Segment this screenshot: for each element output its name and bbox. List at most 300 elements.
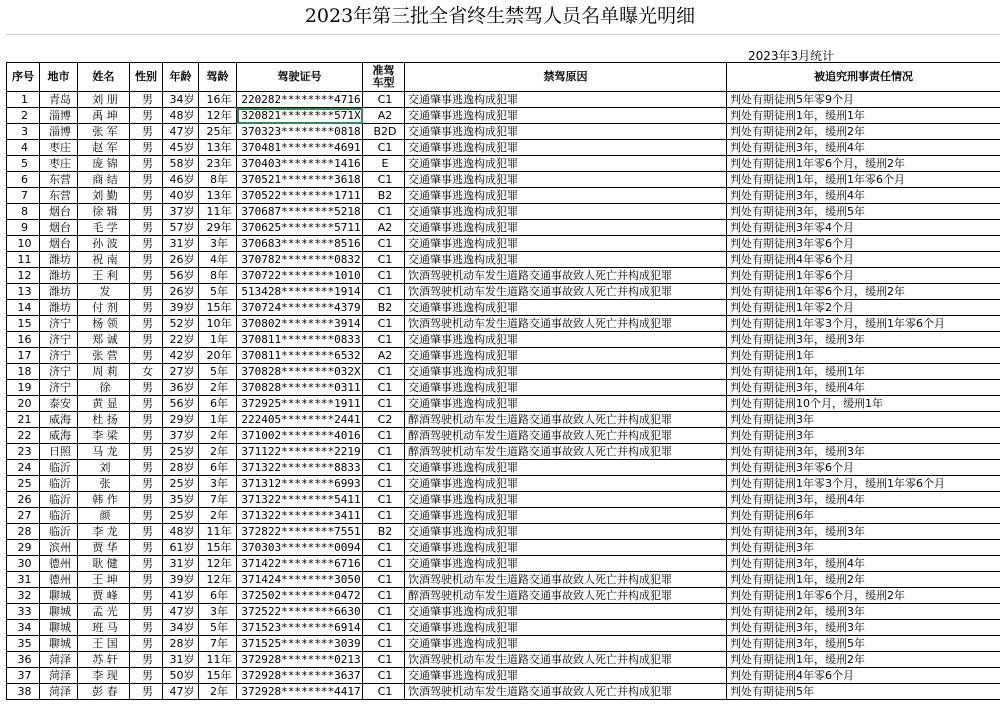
cell-ban-reason[interactable]: 交通肇事逃逸构成犯罪 (405, 524, 727, 540)
cell-ban-reason[interactable]: 交通肇事逃逸构成犯罪 (405, 156, 727, 172)
cell-ban-reason[interactable]: 交通肇事逃逸构成犯罪 (405, 508, 727, 524)
cell-index[interactable]: 16 (7, 332, 40, 348)
cell-criminal-liability[interactable]: 判处有期徒刑3年，缓刑4年 (727, 140, 1000, 156)
cell-ban-reason[interactable]: 饮酒驾驶机动车发生道路交通事故致人死亡并构成犯罪 (405, 684, 727, 700)
cell-license-number[interactable]: 372522********6630 (237, 604, 363, 620)
cell-license-number[interactable]: 370323********0818 (237, 124, 363, 140)
cell-driving-years[interactable]: 3年 (199, 476, 237, 492)
cell-gender[interactable]: 男 (130, 620, 163, 636)
cell-driving-years[interactable]: 5年 (199, 620, 237, 636)
cell-city[interactable]: 临沂 (40, 460, 78, 476)
cell-index[interactable]: 18 (7, 364, 40, 380)
cell-driving-years[interactable]: 7年 (199, 492, 237, 508)
cell-vehicle-class[interactable]: B2D (363, 124, 405, 140)
cell-criminal-liability[interactable]: 判处有期徒刑3年 (727, 412, 1000, 428)
cell-city[interactable]: 烟台 (40, 236, 78, 252)
cell-criminal-liability[interactable]: 判处有期徒刑3年零6个月 (727, 460, 1000, 476)
cell-city[interactable]: 潍坊 (40, 284, 78, 300)
col-header-ban-reason[interactable]: 禁驾原因 (405, 63, 727, 92)
cell-name[interactable]: 李 现 (78, 668, 130, 684)
cell-vehicle-class[interactable]: C1 (363, 652, 405, 668)
cell-ban-reason[interactable]: 醉酒驾驶机动车发生道路交通事故致人死亡并构成犯罪 (405, 428, 727, 444)
cell-ban-reason[interactable]: 交通肇事逃逸构成犯罪 (405, 220, 727, 236)
cell-vehicle-class[interactable]: C1 (363, 476, 405, 492)
cell-city[interactable]: 菏泽 (40, 684, 78, 700)
cell-index[interactable]: 28 (7, 524, 40, 540)
cell-gender[interactable]: 男 (130, 428, 163, 444)
cell-license-number[interactable]: 370683********8516 (237, 236, 363, 252)
cell-ban-reason[interactable]: 交通肇事逃逸构成犯罪 (405, 236, 727, 252)
cell-gender[interactable]: 男 (130, 92, 163, 108)
cell-license-number[interactable]: 372928********0213 (237, 652, 363, 668)
cell-name[interactable]: 郑 诚 (78, 332, 130, 348)
cell-vehicle-class[interactable]: C1 (363, 684, 405, 700)
cell-driving-years[interactable]: 15年 (199, 540, 237, 556)
cell-license-number[interactable]: 370802********3914 (237, 316, 363, 332)
cell-age[interactable]: 22岁 (163, 332, 199, 348)
cell-name[interactable]: 马 龙 (78, 444, 130, 460)
cell-vehicle-class[interactable]: C1 (363, 204, 405, 220)
cell-name[interactable]: 彭 春 (78, 684, 130, 700)
cell-license-number[interactable]: 370522********1711 (237, 188, 363, 204)
cell-city[interactable]: 枣庄 (40, 140, 78, 156)
cell-age[interactable]: 57岁 (163, 220, 199, 236)
cell-index[interactable]: 38 (7, 684, 40, 700)
cell-gender[interactable]: 男 (130, 604, 163, 620)
cell-gender[interactable]: 男 (130, 444, 163, 460)
cell-index[interactable]: 19 (7, 380, 40, 396)
cell-city[interactable]: 东营 (40, 172, 78, 188)
cell-criminal-liability[interactable]: 判处有期徒刑1年，缓刑1年 (727, 108, 1000, 124)
cell-index[interactable]: 23 (7, 444, 40, 460)
cell-criminal-liability[interactable]: 判处有期徒刑6年 (727, 508, 1000, 524)
cell-ban-reason[interactable]: 饮酒驾驶机动车发生道路交通事故致人死亡并构成犯罪 (405, 652, 727, 668)
cell-driving-years[interactable]: 2年 (199, 444, 237, 460)
cell-driving-years[interactable]: 8年 (199, 172, 237, 188)
cell-license-number[interactable]: 371322********5411 (237, 492, 363, 508)
cell-driving-years[interactable]: 12年 (199, 572, 237, 588)
cell-gender[interactable]: 男 (130, 380, 163, 396)
cell-criminal-liability[interactable]: 判处有期徒刑1年零6个月，缓刑2年 (727, 156, 1000, 172)
cell-city[interactable]: 烟台 (40, 220, 78, 236)
cell-license-number[interactable]: 371312********6993 (237, 476, 363, 492)
cell-name[interactable]: 李 龙 (78, 524, 130, 540)
cell-city[interactable]: 济宁 (40, 316, 78, 332)
cell-vehicle-class[interactable]: A2 (363, 220, 405, 236)
cell-criminal-liability[interactable]: 判处有期徒刑5年 (727, 684, 1000, 700)
cell-criminal-liability[interactable]: 判处有期徒刑3年，缓刑3年 (727, 524, 1000, 540)
cell-ban-reason[interactable]: 交通肇事逃逸构成犯罪 (405, 668, 727, 684)
cell-name[interactable]: 付 剂 (78, 300, 130, 316)
col-header-age[interactable]: 年龄 (163, 63, 199, 92)
cell-license-number[interactable]: 370724********4379 (237, 300, 363, 316)
cell-driving-years[interactable]: 20年 (199, 348, 237, 364)
cell-age[interactable]: 61岁 (163, 540, 199, 556)
cell-vehicle-class[interactable]: C2 (363, 412, 405, 428)
cell-city[interactable]: 泰安 (40, 396, 78, 412)
cell-city[interactable]: 威海 (40, 412, 78, 428)
cell-license-number[interactable]: 513428********1914 (237, 284, 363, 300)
cell-license-number[interactable]: 371322********3411 (237, 508, 363, 524)
cell-ban-reason[interactable]: 饮酒驾驶机动车发生道路交通事故致人死亡并构成犯罪 (405, 572, 727, 588)
cell-criminal-liability[interactable]: 判处有期徒刑3年，缓刑4年 (727, 380, 1000, 396)
cell-index[interactable]: 25 (7, 476, 40, 492)
cell-license-number[interactable]: 371122********2219 (237, 444, 363, 460)
cell-name[interactable]: 赵 军 (78, 140, 130, 156)
cell-index[interactable]: 3 (7, 124, 40, 140)
cell-ban-reason[interactable]: 交通肇事逃逸构成犯罪 (405, 108, 727, 124)
cell-criminal-liability[interactable]: 判处有期徒刑3年 (727, 428, 1000, 444)
cell-city[interactable]: 东营 (40, 188, 78, 204)
cell-driving-years[interactable]: 6年 (199, 460, 237, 476)
cell-license-number[interactable]: 371424********3050 (237, 572, 363, 588)
cell-index[interactable]: 21 (7, 412, 40, 428)
cell-age[interactable]: 25岁 (163, 508, 199, 524)
cell-driving-years[interactable]: 12年 (199, 108, 237, 124)
cell-age[interactable]: 47岁 (163, 604, 199, 620)
cell-vehicle-class[interactable]: C1 (363, 460, 405, 476)
cell-index[interactable]: 27 (7, 508, 40, 524)
cell-name[interactable]: 发 (78, 284, 130, 300)
cell-driving-years[interactable]: 3年 (199, 236, 237, 252)
col-header-gender[interactable]: 性别 (130, 63, 163, 92)
cell-city[interactable]: 潍坊 (40, 300, 78, 316)
cell-vehicle-class[interactable]: C1 (363, 492, 405, 508)
cell-age[interactable]: 34岁 (163, 620, 199, 636)
cell-vehicle-class[interactable]: C1 (363, 540, 405, 556)
cell-gender[interactable]: 男 (130, 140, 163, 156)
cell-index[interactable]: 6 (7, 172, 40, 188)
cell-name[interactable]: 颜 (78, 508, 130, 524)
cell-license-number[interactable]: 372928********4417 (237, 684, 363, 700)
cell-age[interactable]: 29岁 (163, 412, 199, 428)
cell-name[interactable]: 张 营 (78, 348, 130, 364)
cell-name[interactable]: 杨 领 (78, 316, 130, 332)
cell-vehicle-class[interactable]: C1 (363, 636, 405, 652)
cell-name[interactable]: 刘 朋 (78, 92, 130, 108)
cell-vehicle-class[interactable]: C1 (363, 284, 405, 300)
cell-gender[interactable]: 男 (130, 540, 163, 556)
cell-gender[interactable]: 男 (130, 396, 163, 412)
cell-city[interactable]: 临沂 (40, 508, 78, 524)
cell-ban-reason[interactable]: 交通肇事逃逸构成犯罪 (405, 476, 727, 492)
cell-city[interactable]: 潍坊 (40, 268, 78, 284)
cell-vehicle-class[interactable]: C1 (363, 92, 405, 108)
cell-gender[interactable]: 男 (130, 652, 163, 668)
cell-ban-reason[interactable]: 交通肇事逃逸构成犯罪 (405, 364, 727, 380)
cell-gender[interactable]: 男 (130, 636, 163, 652)
cell-name[interactable]: 庞 锦 (78, 156, 130, 172)
cell-name[interactable]: 张 军 (78, 124, 130, 140)
cell-city[interactable]: 德州 (40, 556, 78, 572)
cell-name[interactable]: 贾 峰 (78, 588, 130, 604)
cell-gender[interactable]: 男 (130, 684, 163, 700)
cell-age[interactable]: 28岁 (163, 636, 199, 652)
cell-ban-reason[interactable]: 交通肇事逃逸构成犯罪 (405, 140, 727, 156)
cell-city[interactable]: 淄博 (40, 108, 78, 124)
cell-vehicle-class[interactable]: C1 (363, 316, 405, 332)
cell-vehicle-class[interactable]: C1 (363, 268, 405, 284)
cell-license-number[interactable]: 370722********1010 (237, 268, 363, 284)
cell-driving-years[interactable]: 12年 (199, 556, 237, 572)
cell-age[interactable]: 25岁 (163, 476, 199, 492)
cell-vehicle-class[interactable]: C1 (363, 444, 405, 460)
cell-criminal-liability[interactable]: 判处有期徒刑1年，缓刑1年零6个月 (727, 172, 1000, 188)
cell-index[interactable]: 1 (7, 92, 40, 108)
cell-license-number[interactable]: 370828********0311 (237, 380, 363, 396)
cell-age[interactable]: 37岁 (163, 428, 199, 444)
cell-gender[interactable]: 男 (130, 492, 163, 508)
cell-index[interactable]: 12 (7, 268, 40, 284)
cell-name[interactable]: 苏 轩 (78, 652, 130, 668)
cell-index[interactable]: 31 (7, 572, 40, 588)
cell-age[interactable]: 26岁 (163, 284, 199, 300)
cell-ban-reason[interactable]: 交通肇事逃逸构成犯罪 (405, 204, 727, 220)
cell-driving-years[interactable]: 13年 (199, 188, 237, 204)
cell-ban-reason[interactable]: 交通肇事逃逸构成犯罪 (405, 92, 727, 108)
cell-license-number[interactable]: 371422********6716 (237, 556, 363, 572)
cell-vehicle-class[interactable]: C1 (363, 140, 405, 156)
cell-ban-reason[interactable]: 交通肇事逃逸构成犯罪 (405, 348, 727, 364)
cell-gender[interactable]: 男 (130, 668, 163, 684)
cell-driving-years[interactable]: 5年 (199, 364, 237, 380)
cell-criminal-liability[interactable]: 判处有期徒刑1年零6个月，缓刑2年 (727, 588, 1000, 604)
cell-age[interactable]: 48岁 (163, 108, 199, 124)
cell-criminal-liability[interactable]: 判处有期徒刑4年零6个月 (727, 252, 1000, 268)
cell-city[interactable]: 德州 (40, 572, 78, 588)
cell-driving-years[interactable]: 4年 (199, 252, 237, 268)
cell-age[interactable]: 39岁 (163, 300, 199, 316)
cell-age[interactable]: 36岁 (163, 380, 199, 396)
cell-vehicle-class[interactable]: C1 (363, 252, 405, 268)
col-header-city[interactable]: 地市 (40, 63, 78, 92)
cell-name[interactable]: 李 梁 (78, 428, 130, 444)
cell-license-number[interactable]: 371002********4016 (237, 428, 363, 444)
cell-gender[interactable]: 男 (130, 572, 163, 588)
cell-age[interactable]: 25岁 (163, 444, 199, 460)
cell-ban-reason[interactable]: 交通肇事逃逸构成犯罪 (405, 620, 727, 636)
cell-city[interactable]: 菏泽 (40, 652, 78, 668)
cell-vehicle-class[interactable]: E (363, 156, 405, 172)
cell-criminal-liability[interactable]: 判处有期徒刑3年，缓刑4年 (727, 556, 1000, 572)
cell-name[interactable]: 刘 勤 (78, 188, 130, 204)
cell-license-number[interactable]: 372502********0472 (237, 588, 363, 604)
cell-age[interactable]: 34岁 (163, 92, 199, 108)
cell-city[interactable]: 济宁 (40, 332, 78, 348)
cell-ban-reason[interactable]: 醉酒驾驶机动车发生道路交通事故致人死亡并构成犯罪 (405, 444, 727, 460)
cell-license-number[interactable]: 370521********3618 (237, 172, 363, 188)
cell-name[interactable]: 杜 扬 (78, 412, 130, 428)
cell-driving-years[interactable]: 15年 (199, 300, 237, 316)
cell-ban-reason[interactable]: 交通肇事逃逸构成犯罪 (405, 172, 727, 188)
cell-criminal-liability[interactable]: 判处有期徒刑4年零6个月 (727, 668, 1000, 684)
cell-age[interactable]: 47岁 (163, 124, 199, 140)
cell-gender[interactable]: 男 (130, 236, 163, 252)
cell-license-number[interactable]: 371322********8833 (237, 460, 363, 476)
cell-criminal-liability[interactable]: 判处有期徒刑3年，缓刑5年 (727, 204, 1000, 220)
cell-age[interactable]: 46岁 (163, 172, 199, 188)
cell-city[interactable]: 枣庄 (40, 156, 78, 172)
cell-age[interactable]: 50岁 (163, 668, 199, 684)
cell-driving-years[interactable]: 2年 (199, 380, 237, 396)
cell-criminal-liability[interactable]: 判处有期徒刑2年，缓刑2年 (727, 124, 1000, 140)
col-header-license-number[interactable]: 驾驶证号 (237, 63, 363, 92)
cell-index[interactable]: 22 (7, 428, 40, 444)
cell-criminal-liability[interactable]: 判处有期徒刑10个月，缓刑1年 (727, 396, 1000, 412)
cell-criminal-liability[interactable]: 判处有期徒刑3年，缓刑4年 (727, 492, 1000, 508)
cell-vehicle-class[interactable]: C1 (363, 380, 405, 396)
cell-index[interactable]: 8 (7, 204, 40, 220)
cell-criminal-liability[interactable]: 判处有期徒刑1年，缓刑2年 (727, 572, 1000, 588)
cell-gender[interactable]: 男 (130, 252, 163, 268)
cell-index[interactable]: 15 (7, 316, 40, 332)
cell-index[interactable]: 9 (7, 220, 40, 236)
cell-index[interactable]: 36 (7, 652, 40, 668)
cell-license-number[interactable]: 370303********0094 (237, 540, 363, 556)
cell-driving-years[interactable]: 1年 (199, 332, 237, 348)
cell-age[interactable]: 28岁 (163, 460, 199, 476)
cell-age[interactable]: 35岁 (163, 492, 199, 508)
cell-index[interactable]: 2 (7, 108, 40, 124)
cell-criminal-liability[interactable]: 判处有期徒刑1年零6个月 (727, 268, 1000, 284)
cell-vehicle-class[interactable]: B2 (363, 524, 405, 540)
cell-age[interactable]: 41岁 (163, 588, 199, 604)
cell-vehicle-class[interactable]: C1 (363, 364, 405, 380)
cell-criminal-liability[interactable]: 判处有期徒刑1年，缓刑1年 (727, 364, 1000, 380)
cell-age[interactable]: 45岁 (163, 140, 199, 156)
cell-city[interactable]: 临沂 (40, 492, 78, 508)
cell-driving-years[interactable]: 7年 (199, 636, 237, 652)
cell-index[interactable]: 37 (7, 668, 40, 684)
cell-license-number[interactable]: 370811********0833 (237, 332, 363, 348)
cell-ban-reason[interactable]: 交通肇事逃逸构成犯罪 (405, 540, 727, 556)
cell-license-number[interactable]: 372822********7551 (237, 524, 363, 540)
cell-license-number[interactable]: 370782********0832 (237, 252, 363, 268)
cell-criminal-liability[interactable]: 判处有期徒刑3年，缓刑3年 (727, 332, 1000, 348)
cell-gender[interactable]: 男 (130, 412, 163, 428)
cell-driving-years[interactable]: 3年 (199, 604, 237, 620)
cell-name[interactable]: 禹 坤 (78, 108, 130, 124)
cell-gender[interactable]: 男 (130, 108, 163, 124)
cell-driving-years[interactable]: 23年 (199, 156, 237, 172)
cell-ban-reason[interactable]: 醉酒驾驶机动车发生道路交通事故致人死亡并构成犯罪 (405, 588, 727, 604)
cell-ban-reason[interactable]: 交通肇事逃逸构成犯罪 (405, 604, 727, 620)
cell-ban-reason[interactable]: 交通肇事逃逸构成犯罪 (405, 188, 727, 204)
cell-gender[interactable]: 男 (130, 588, 163, 604)
cell-criminal-liability[interactable]: 判处有期徒刑3年，缓刑5年 (727, 636, 1000, 652)
cell-gender[interactable]: 男 (130, 188, 163, 204)
cell-city[interactable]: 日照 (40, 444, 78, 460)
cell-driving-years[interactable]: 11年 (199, 524, 237, 540)
cell-ban-reason[interactable]: 交通肇事逃逸构成犯罪 (405, 124, 727, 140)
cell-driving-years[interactable]: 6年 (199, 396, 237, 412)
cell-gender[interactable]: 男 (130, 556, 163, 572)
cell-criminal-liability[interactable]: 判处有期徒刑3年零6个月 (727, 236, 1000, 252)
cell-criminal-liability[interactable]: 判处有期徒刑1年，缓刑2年 (727, 652, 1000, 668)
cell-criminal-liability[interactable]: 判处有期徒刑1年零3个月，缓刑1年零6个月 (727, 316, 1000, 332)
col-header-driving-years[interactable]: 驾龄 (199, 63, 237, 92)
cell-ban-reason[interactable]: 交通肇事逃逸构成犯罪 (405, 332, 727, 348)
cell-city[interactable]: 聊城 (40, 620, 78, 636)
cell-ban-reason[interactable]: 交通肇事逃逸构成犯罪 (405, 636, 727, 652)
col-header-index[interactable]: 序号 (7, 63, 40, 92)
cell-ban-reason[interactable]: 交通肇事逃逸构成犯罪 (405, 460, 727, 476)
cell-vehicle-class[interactable]: C1 (363, 588, 405, 604)
cell-license-number[interactable]: 370625********5711 (237, 220, 363, 236)
cell-ban-reason[interactable]: 醉酒驾驶机动车发生道路交通事故致人死亡并构成犯罪 (405, 412, 727, 428)
cell-gender[interactable]: 男 (130, 204, 163, 220)
cell-license-number[interactable]: 372928********3637 (237, 668, 363, 684)
cell-name[interactable]: 班 马 (78, 620, 130, 636)
cell-index[interactable]: 5 (7, 156, 40, 172)
cell-index[interactable]: 13 (7, 284, 40, 300)
cell-driving-years[interactable]: 11年 (199, 652, 237, 668)
cell-vehicle-class[interactable]: C1 (363, 236, 405, 252)
cell-driving-years[interactable]: 29年 (199, 220, 237, 236)
cell-license-number[interactable]: 370828********032X (237, 364, 363, 380)
cell-gender[interactable]: 男 (130, 284, 163, 300)
cell-gender[interactable]: 男 (130, 300, 163, 316)
cell-gender[interactable]: 男 (130, 508, 163, 524)
cell-criminal-liability[interactable]: 判处有期徒刑1年 (727, 348, 1000, 364)
cell-driving-years[interactable]: 11年 (199, 204, 237, 220)
cell-gender[interactable]: 男 (130, 172, 163, 188)
cell-vehicle-class[interactable]: C1 (363, 572, 405, 588)
cell-gender[interactable]: 男 (130, 268, 163, 284)
cell-name[interactable]: 黄 显 (78, 396, 130, 412)
cell-vehicle-class[interactable]: C1 (363, 556, 405, 572)
cell-age[interactable]: 27岁 (163, 364, 199, 380)
cell-vehicle-class[interactable]: A2 (363, 348, 405, 364)
cell-name[interactable]: 韩 作 (78, 492, 130, 508)
cell-driving-years[interactable]: 2年 (199, 684, 237, 700)
cell-vehicle-class[interactable]: C1 (363, 508, 405, 524)
cell-index[interactable]: 30 (7, 556, 40, 572)
cell-criminal-liability[interactable]: 判处有期徒刑3年零4个月 (727, 220, 1000, 236)
cell-name[interactable]: 刘 (78, 460, 130, 476)
cell-name[interactable]: 周 莉 (78, 364, 130, 380)
cell-gender[interactable]: 男 (130, 348, 163, 364)
cell-index[interactable]: 32 (7, 588, 40, 604)
cell-criminal-liability[interactable]: 判处有期徒刑3年 (727, 540, 1000, 556)
cell-license-number[interactable]: 372925********1911 (237, 396, 363, 412)
cell-vehicle-class[interactable]: C1 (363, 172, 405, 188)
cell-license-number[interactable]: 371525********3039 (237, 636, 363, 652)
cell-city[interactable]: 济宁 (40, 364, 78, 380)
cell-driving-years[interactable]: 6年 (199, 588, 237, 604)
cell-index[interactable]: 14 (7, 300, 40, 316)
cell-license-number[interactable]: 370481********4691 (237, 140, 363, 156)
cell-city[interactable]: 烟台 (40, 204, 78, 220)
cell-age[interactable]: 39岁 (163, 572, 199, 588)
cell-license-number[interactable]: 222405********2441 (237, 412, 363, 428)
cell-vehicle-class[interactable]: C1 (363, 620, 405, 636)
cell-driving-years[interactable]: 13年 (199, 140, 237, 156)
cell-criminal-liability[interactable]: 判处有期徒刑1年零3个月，缓刑1年零6个月 (727, 476, 1000, 492)
cell-age[interactable]: 42岁 (163, 348, 199, 364)
cell-name[interactable]: 王 国 (78, 636, 130, 652)
cell-age[interactable]: 56岁 (163, 268, 199, 284)
cell-gender[interactable]: 男 (130, 156, 163, 172)
cell-age[interactable]: 48岁 (163, 524, 199, 540)
cell-city[interactable]: 菏泽 (40, 668, 78, 684)
cell-driving-years[interactable]: 1年 (199, 412, 237, 428)
cell-license-number[interactable]: 370811********6532 (237, 348, 363, 364)
cell-age[interactable]: 40岁 (163, 188, 199, 204)
cell-gender[interactable]: 男 (130, 460, 163, 476)
cell-city[interactable]: 临沂 (40, 524, 78, 540)
cell-license-number[interactable]: 320821********571X (237, 108, 363, 124)
